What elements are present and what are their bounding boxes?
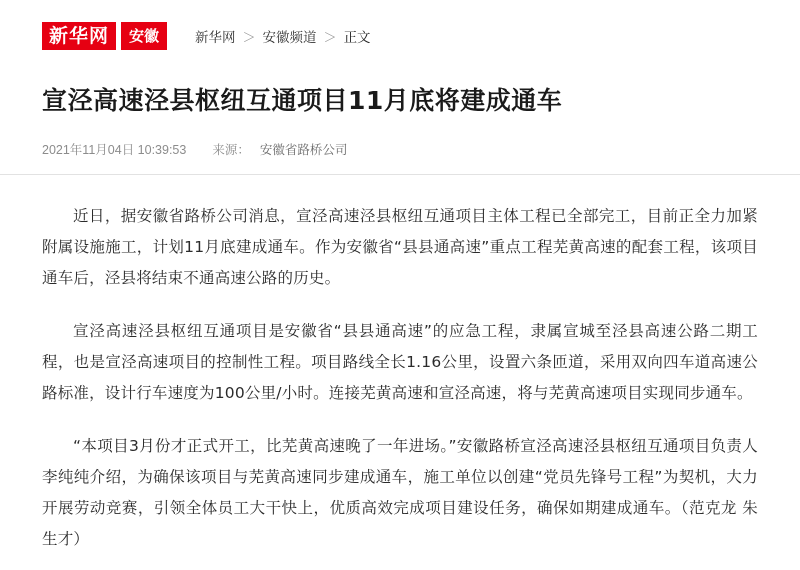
article-paragraph: “本项目3月份才正式开工，比芜黄高速晚了一年进场。”安徽路桥宣泾高速泾县枢纽互通项目负责人李纯纯介绍，为确保该项目与芜黄高速同步建成通车，施工单位以创建“党员先锋号工程”为契机，大力开展劳动竞赛，引领全体员工大干快上，优质高效完成项目建设任务，确保如期建成通车。（范克龙 朱生才） [42,436,758,548]
article-meta [42,140,758,174]
article-paragraph: 宣泾高速泾县枢纽互通项目是安徽省“县县通高速”的应急工程，隶属宣城至泾县高速公路二期工程，也是宣泾高速项目的控制性工程。项目路线全长1.16公里，设置六条匝道，采用双向四车道高速公路标准，设计行车速度为100公里/小时。连接芜黄高速和宣泾高速，将与芜黄高速项目实现同步通车。 [42,321,758,402]
source-value: 安徽省路桥公司 [259,142,348,157]
article-paragraph: 近日，据安徽省路桥公司消息，宣泾高速泾县枢纽互通项目主体工程已全部完工，目前正全力加紧附属设施施工，计划11月底建成通车。作为安徽省“县县通高速”重点工程芜黄高速的配套工程，该项目通车后，泾县将结束不通高速公路的历史。 [42,206,758,287]
site-logo[interactable] [42,22,167,50]
logo-xinhuanet: 新华网 [42,22,116,50]
breadcrumb-item-home[interactable]: 新华网 [195,30,236,45]
page-title: 宣泾高速泾县枢纽互通项目11月底将建成通车 [42,86,563,115]
source-label: 来源： [212,142,250,157]
logo-anhui-channel: 安徽 [121,22,167,50]
title-area [0,68,800,174]
breadcrumb-item-channel[interactable]: 安徽频道 [262,30,317,45]
publish-timestamp: 2021年11月04日 10:39:53 [42,142,187,157]
breadcrumb-separator-icon: ＞ [323,29,337,45]
site-header [0,0,800,68]
article-body [0,175,800,555]
breadcrumb-separator-icon: ＞ [242,29,256,45]
breadcrumb-item-current: 正文 [343,30,371,45]
breadcrumb [195,26,371,46]
